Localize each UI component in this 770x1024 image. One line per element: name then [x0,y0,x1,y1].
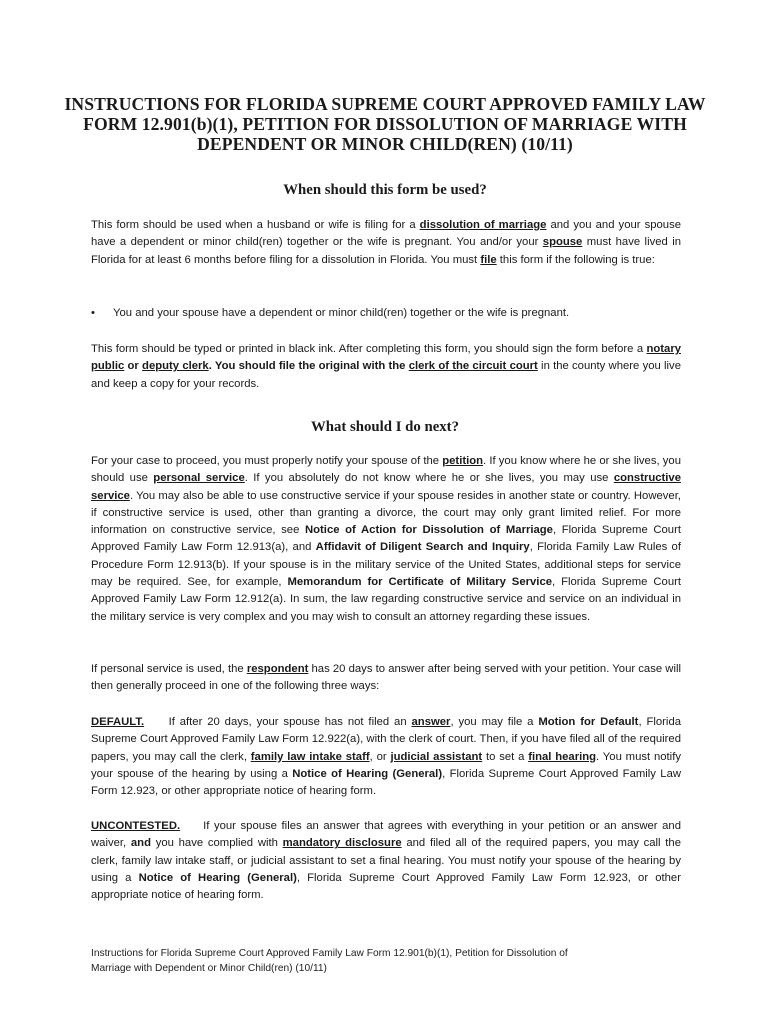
bullet-icon: • [91,307,95,319]
bullet-text: You and your spouse have a dependent or minor child(ren) together or the wife is pregnant. [113,307,570,319]
form-ref-notice-of-action: Notice of Action for Dissolution of Marriage [304,524,553,537]
term-link-deputy-clerk[interactable]: deputy clerk [142,360,209,373]
section-heading-when: When should this form be used? [283,182,487,198]
term-link-mandatory-disclosure[interactable]: mandatory disclosure [282,837,402,850]
term-link-respondent[interactable]: respondent [246,663,309,675]
term-link-answer[interactable]: answer [411,716,451,728]
paragraph-uncontested: UNCONTESTED. If your spouse files an answer that agrees with everything in your petition or an answer and waiver, and you have complied with mandatory disclosure and filed all of the required papers, you may call the clerk, family law intake staff, or judicial assistant to set a final hearing. You must notify your spouse of the hearing by using a Notice of Hearing (General), Florida Supreme Court Approved Family Law Form 12.923, or other appropriate notice of hearing form. [91,820,685,902]
page-footer [91,946,681,976]
uncontested-label: UNCONTESTED. [91,820,181,832]
title-line-1: INSTRUCTIONS FOR FLORIDA SUPREME COURT APPROVED FAMILY LAW [64,94,706,114]
term-link-final-hearing[interactable]: final hearing [528,750,597,763]
form-ref-notice-of-hearing: Notice of Hearing (General) [292,767,443,780]
term-link-constructive-service[interactable]: constructive service [91,472,682,502]
footer-line-2: Marriage with Dependent or Minor Child(ren) (10/11) [91,963,327,974]
footer-line-1: Instructions for Florida Supreme Court Approved Family Law Form 12.901(b)(1), Petition for Dissolution of [91,948,568,959]
paragraph-form-typing: This form should be typed or printed in black ink. After completing this form, you should sign the form before a notary public or deputy clerk. You should file the original with the clerk of the circuit court in the county where you live and keep a copy for your records. [91,343,681,390]
title-line-3: DEPENDENT OR MINOR CHILD(REN) (10/11) [197,134,573,154]
paragraph-when-used: This form should be used when a husband or wife is filing for a dissolution of marriage and you and your spouse have a dependent or minor child(ren) together or the wife is pregnant. You and/or your spouse must have lived in Florida for at least 6 months before filing for a dissolution in Florida. You must file this form if the following is true: [91,219,682,266]
title-line-2: FORM 12.901(b)(1), PETITION FOR DISSOLUTION OF MARRIAGE WITH [83,114,687,134]
paragraph-default: DEFAULT. If after 20 days, your spouse has not filed an answer, you may file a Motion for Default, Florida Supreme Court Approved Family Law Form 12.922(a), with the clerk of court. Then, if you have filed all of the required papers, you may call the clerk, family law intake staff, or judicial assistant to set a final hearing. You must notify your spouse of the hearing by using a Notice of Hearing (General), Florida Supreme Court Approved Family Law Form 12.923, or other appropriate notice of hearing form. [91,716,682,798]
form-ref-motion-for-default: Motion for Default [538,716,639,728]
term-link-notary-public[interactable]: notary public [91,343,681,373]
form-ref-affidavit-diligent-search: Affidavit of Diligent Search and Inquiry [315,541,530,554]
form-ref-memorandum-military: Memorandum for Certificate of Military Service [287,576,553,589]
form-ref-notice-of-hearing-2: Notice of Hearing (General) [138,871,297,884]
term-link-family-law-intake-staff[interactable]: family law intake staff [250,750,370,763]
term-link-judicial-assistant[interactable]: judicial assistant [390,750,483,763]
term-link-spouse[interactable]: spouse [542,236,583,249]
paragraph-respondent: If personal service is used, the respondent has 20 days to answer after being served with your petition. Your case will then generally proceed in one of the following three ways: [91,663,681,693]
page-title [60,94,710,154]
section-heading-next: What should I do next? [310,419,459,435]
term-link-petition[interactable]: petition [442,455,484,467]
paragraph-service: For your case to proceed, you must properly notify your spouse of the petition. If you know where he or she lives, you should use personal service. If you absolutely do not know where he or she lives, you may use constructive service. You may also be able to use constructive service if your spouse resides in another state or country. However, if constructive service is used, other than granting a divorce, the court may only grant limited relief. For more information on constructive service, see Notice of Action for Dissolution of Marriage, Florida Supreme Court Approved Family Law Form 12.913(a), and Affidavit of Diligent Search and Inquiry, Florida Family Law Rules of Procedure Form 12.913(b). If your spouse is in the military service of the United States, additional steps for service may be required. See, for example, Memorandum for Certificate of Military Service, Florida Supreme Court Approved Family Law Form 12.912(a). In sum, the law regarding constructive service and service on an individual in the military service is very complex and you may wish to consult an attorney regarding these issues. [91,455,682,623]
term-link-clerk-of-circuit-court[interactable]: clerk of the circuit court [408,360,538,373]
default-label: DEFAULT. [91,716,145,728]
term-link-personal-service[interactable]: personal service [153,472,245,485]
term-link-dissolution-of-marriage[interactable]: dissolution of marriage [419,219,547,231]
term-link-file[interactable]: file [480,253,497,266]
